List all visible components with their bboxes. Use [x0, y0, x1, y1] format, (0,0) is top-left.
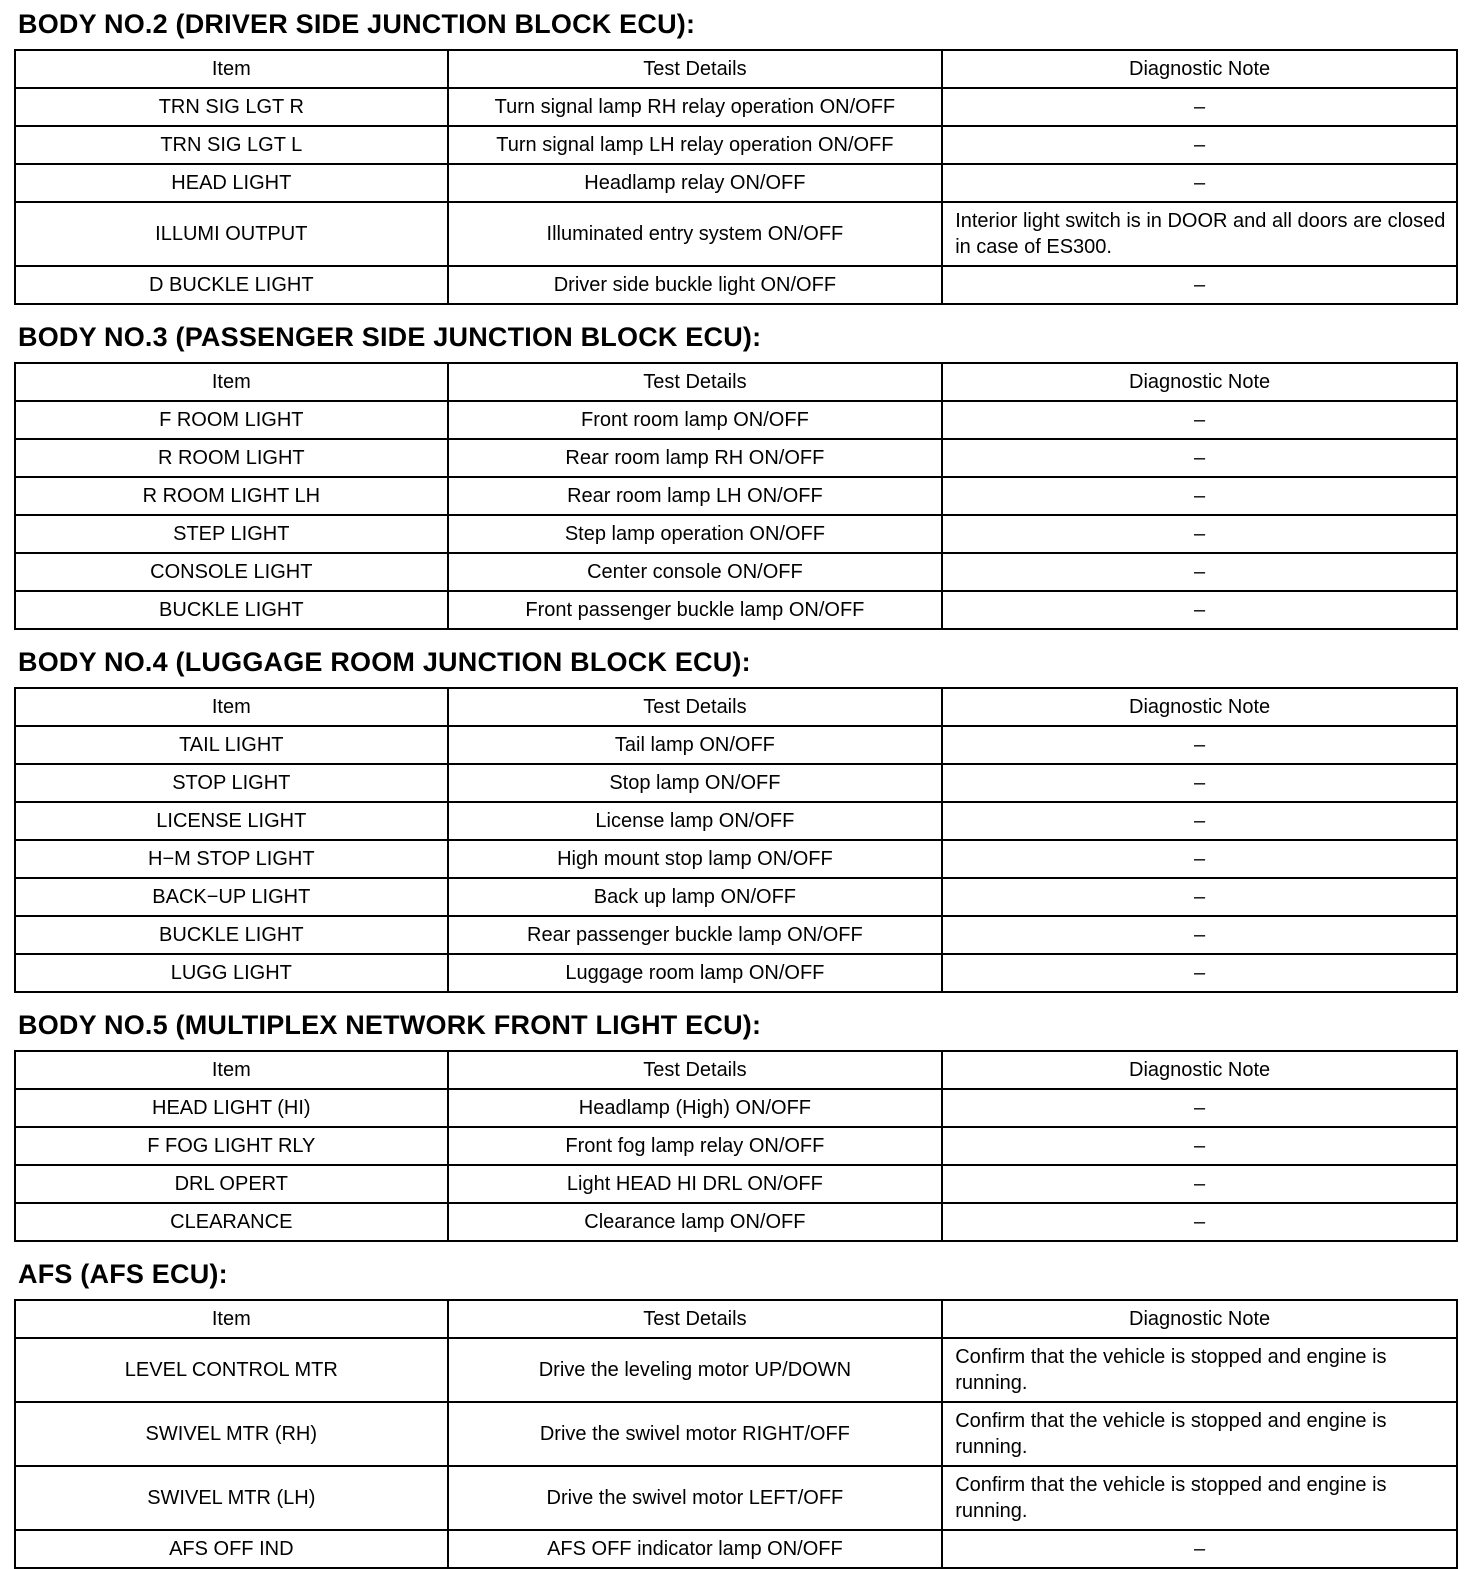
test-details-cell: Driver side buckle light ON/OFF [448, 266, 943, 304]
diagnostic-note-cell: – [942, 878, 1457, 916]
table-row [15, 164, 1457, 202]
item-cell: BUCKLE LIGHT [15, 591, 448, 629]
table-row [15, 764, 1457, 802]
test-details-cell: Drive the leveling motor UP/DOWN [448, 1338, 943, 1402]
diagnostic-table [14, 1050, 1458, 1242]
diagnostic-note-cell: – [942, 1530, 1457, 1568]
test-details-cell: Step lamp operation ON/OFF [448, 515, 943, 553]
diagnostic-table [14, 362, 1458, 630]
item-column-header: Item [15, 1051, 448, 1089]
diagnostic-note-cell: – [942, 840, 1457, 878]
test-details-cell: AFS OFF indicator lamp ON/OFF [448, 1530, 943, 1568]
diagnostic-table [14, 1299, 1458, 1569]
diagnostic-note-column-header: Diagnostic Note [942, 50, 1457, 88]
table-row [15, 1402, 1457, 1466]
test-details-cell: Clearance lamp ON/OFF [448, 1203, 943, 1241]
diagnostic-note-cell: – [942, 515, 1457, 553]
test-details-column-header: Test Details [448, 1300, 943, 1338]
table-row [15, 88, 1457, 126]
diagnostic-note-cell: – [942, 1127, 1457, 1165]
item-cell: LUGG LIGHT [15, 954, 448, 992]
item-cell: TRN SIG LGT L [15, 126, 448, 164]
table-header-row [15, 1300, 1457, 1338]
section-title: BODY NO.3 (PASSENGER SIDE JUNCTION BLOCK ECU): [18, 322, 762, 352]
item-cell: H−M STOP LIGHT [15, 840, 448, 878]
item-cell: BUCKLE LIGHT [15, 916, 448, 954]
table-row [15, 1338, 1457, 1402]
test-details-cell: License lamp ON/OFF [448, 802, 943, 840]
test-details-cell: Headlamp relay ON/OFF [448, 164, 943, 202]
diagnostic-note-cell: – [942, 954, 1457, 992]
test-details-cell: High mount stop lamp ON/OFF [448, 840, 943, 878]
table-row [15, 1127, 1457, 1165]
item-cell: STEP LIGHT [15, 515, 448, 553]
table-header-row [15, 1051, 1457, 1089]
diagnostic-note-cell: – [942, 726, 1457, 764]
diagnostic-note-cell: – [942, 1203, 1457, 1241]
test-details-cell: Rear room lamp RH ON/OFF [448, 439, 943, 477]
test-details-cell: Rear room lamp LH ON/OFF [448, 477, 943, 515]
diagnostic-note-cell: – [942, 164, 1457, 202]
table-row [15, 126, 1457, 164]
item-column-header: Item [15, 363, 448, 401]
table-row [15, 1530, 1457, 1568]
diagnostic-note-cell: – [942, 764, 1457, 802]
diagnostic-note-cell: – [942, 802, 1457, 840]
manual-page [14, 8, 1458, 1569]
item-cell: LICENSE LIGHT [15, 802, 448, 840]
test-details-cell: Drive the swivel motor LEFT/OFF [448, 1466, 943, 1530]
diagnostic-note-cell: – [942, 126, 1457, 164]
diagnostic-note-cell: Interior light switch is in DOOR and all doors are closed in case of ES300. [942, 202, 1457, 266]
item-cell: ILLUMI OUTPUT [15, 202, 448, 266]
item-cell: AFS OFF IND [15, 1530, 448, 1568]
diagnostic-note-column-header: Diagnostic Note [942, 363, 1457, 401]
item-cell: LEVEL CONTROL MTR [15, 1338, 448, 1402]
table-row [15, 591, 1457, 629]
diagnostic-note-cell: – [942, 401, 1457, 439]
table-row [15, 802, 1457, 840]
table-row [15, 515, 1457, 553]
diagnostic-note-cell: Confirm that the vehicle is stopped and engine is running. [942, 1402, 1457, 1466]
item-cell: F FOG LIGHT RLY [15, 1127, 448, 1165]
test-details-cell: Turn signal lamp LH relay operation ON/OFF [448, 126, 943, 164]
item-cell: SWIVEL MTR (RH) [15, 1402, 448, 1466]
table-row [15, 954, 1457, 992]
diagnostic-note-column-header: Diagnostic Note [942, 1051, 1457, 1089]
table-row [15, 401, 1457, 439]
item-cell: DRL OPERT [15, 1165, 448, 1203]
table-row [15, 840, 1457, 878]
item-cell: R ROOM LIGHT [15, 439, 448, 477]
item-cell: SWIVEL MTR (LH) [15, 1466, 448, 1530]
test-details-column-header: Test Details [448, 50, 943, 88]
table-row [15, 1203, 1457, 1241]
table-row [15, 477, 1457, 515]
item-cell: CONSOLE LIGHT [15, 553, 448, 591]
table-row [15, 1165, 1457, 1203]
test-details-cell: Center console ON/OFF [448, 553, 943, 591]
test-details-cell: Front passenger buckle lamp ON/OFF [448, 591, 943, 629]
test-details-cell: Luggage room lamp ON/OFF [448, 954, 943, 992]
table-row [15, 1089, 1457, 1127]
section-title: BODY NO.5 (MULTIPLEX NETWORK FRONT LIGHT ECU): [18, 1010, 762, 1040]
diagnostic-note-cell: – [942, 439, 1457, 477]
table-header-row [15, 363, 1457, 401]
diagnostic-note-cell: Confirm that the vehicle is stopped and engine is running. [942, 1338, 1457, 1402]
test-details-cell: Front room lamp ON/OFF [448, 401, 943, 439]
table-row [15, 202, 1457, 266]
table-row [15, 1466, 1457, 1530]
item-cell: F ROOM LIGHT [15, 401, 448, 439]
diagnostic-note-column-header: Diagnostic Note [942, 688, 1457, 726]
section-title: BODY NO.4 (LUGGAGE ROOM JUNCTION BLOCK ECU): [18, 647, 751, 677]
test-details-cell: Light HEAD HI DRL ON/OFF [448, 1165, 943, 1203]
table-row [15, 916, 1457, 954]
diagnostic-note-cell: – [942, 1089, 1457, 1127]
item-cell: BACK−UP LIGHT [15, 878, 448, 916]
table-row [15, 553, 1457, 591]
test-details-cell: Tail lamp ON/OFF [448, 726, 943, 764]
test-details-cell: Headlamp (High) ON/OFF [448, 1089, 943, 1127]
item-column-header: Item [15, 1300, 448, 1338]
item-cell: R ROOM LIGHT LH [15, 477, 448, 515]
table-header-row [15, 50, 1457, 88]
diagnostic-note-cell: Confirm that the vehicle is stopped and engine is running. [942, 1466, 1457, 1530]
diagnostic-note-cell: – [942, 88, 1457, 126]
test-details-cell: Drive the swivel motor RIGHT/OFF [448, 1402, 943, 1466]
test-details-cell: Back up lamp ON/OFF [448, 878, 943, 916]
diagnostic-note-cell: – [942, 916, 1457, 954]
item-cell: D BUCKLE LIGHT [15, 266, 448, 304]
test-details-cell: Rear passenger buckle lamp ON/OFF [448, 916, 943, 954]
table-header-row [15, 688, 1457, 726]
test-details-cell: Stop lamp ON/OFF [448, 764, 943, 802]
test-details-cell: Turn signal lamp RH relay operation ON/OFF [448, 88, 943, 126]
diagnostic-table [14, 687, 1458, 993]
test-details-column-header: Test Details [448, 688, 943, 726]
item-cell: HEAD LIGHT [15, 164, 448, 202]
test-details-cell: Front fog lamp relay ON/OFF [448, 1127, 943, 1165]
diagnostic-note-column-header: Diagnostic Note [942, 1300, 1457, 1338]
item-cell: HEAD LIGHT (HI) [15, 1089, 448, 1127]
item-cell: TRN SIG LGT R [15, 88, 448, 126]
section-title: AFS (AFS ECU): [18, 1259, 228, 1289]
diagnostic-note-cell: – [942, 553, 1457, 591]
test-details-column-header: Test Details [448, 1051, 943, 1089]
table-row [15, 726, 1457, 764]
section-title: BODY NO.2 (DRIVER SIDE JUNCTION BLOCK ECU): [18, 9, 696, 39]
item-column-header: Item [15, 688, 448, 726]
item-cell: CLEARANCE [15, 1203, 448, 1241]
table-row [15, 266, 1457, 304]
test-details-cell: Illuminated entry system ON/OFF [448, 202, 943, 266]
table-row [15, 878, 1457, 916]
diagnostic-note-cell: – [942, 266, 1457, 304]
item-cell: STOP LIGHT [15, 764, 448, 802]
test-details-column-header: Test Details [448, 363, 943, 401]
diagnostic-table [14, 49, 1458, 305]
item-cell: TAIL LIGHT [15, 726, 448, 764]
table-row [15, 439, 1457, 477]
item-column-header: Item [15, 50, 448, 88]
diagnostic-note-cell: – [942, 591, 1457, 629]
diagnostic-note-cell: – [942, 477, 1457, 515]
diagnostic-note-cell: – [942, 1165, 1457, 1203]
